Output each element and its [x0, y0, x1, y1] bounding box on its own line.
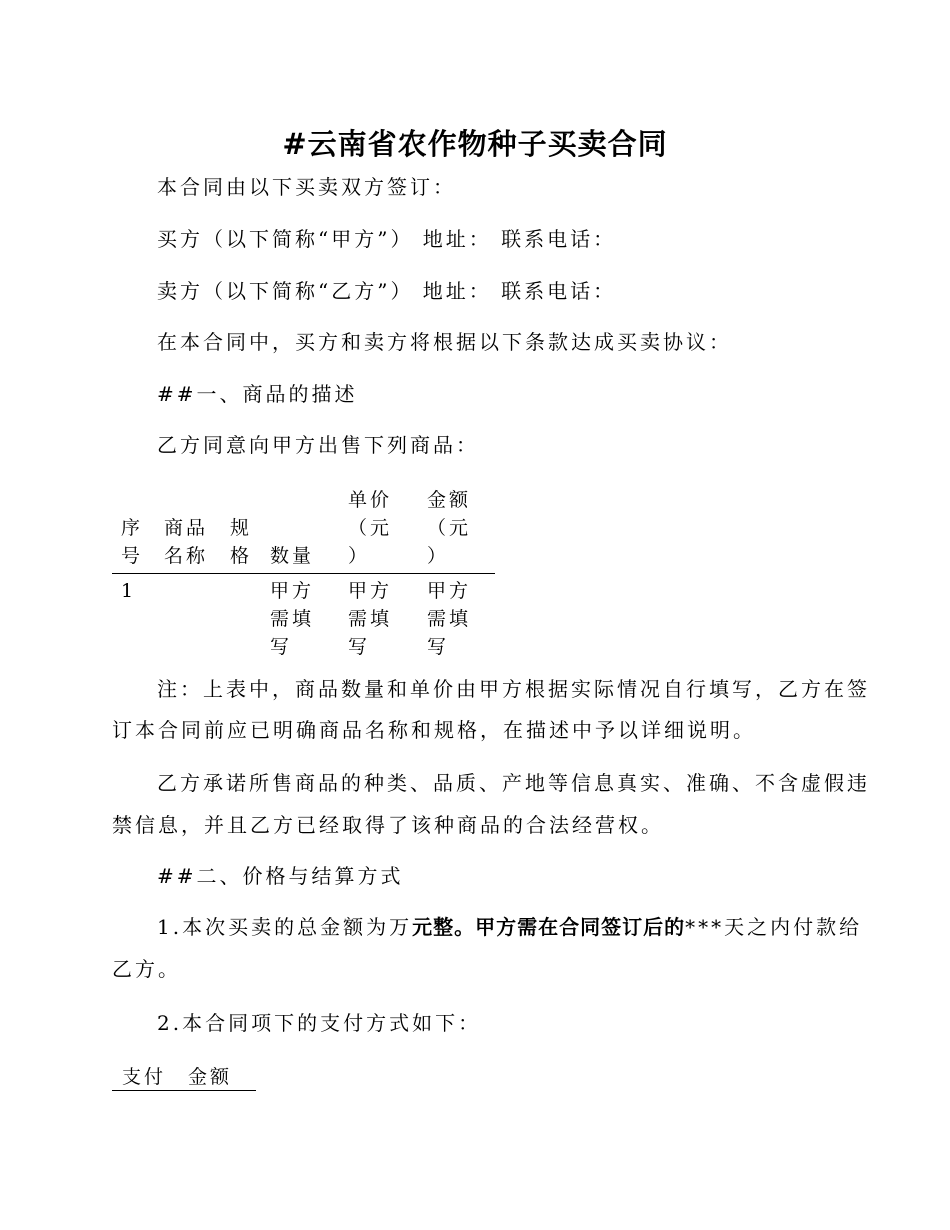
- paragraph-note-line1: 注：上表中，商品数量和单价由甲方根据实际情况自行填写，乙方在签: [157, 677, 870, 701]
- section-heading-price: ##二、价格与结算方式: [157, 864, 404, 888]
- paragraph-agreement-intro: 在本合同中，买方和卖方将根据以下条款达成买卖协议：: [157, 330, 732, 354]
- paragraph-promise-line1: 乙方承诺所售商品的种类、品质、产地等信息真实、准确、不含虚假违: [157, 771, 870, 795]
- paragraph-promise-line2: 禁信息，并且乙方已经取得了该种商品的合法经营权。: [112, 813, 664, 837]
- table-header-cell: 商品 名称: [164, 517, 209, 567]
- table-header-rule: [112, 573, 495, 574]
- table-cell-unit-price: 甲方 需填 写: [348, 580, 393, 658]
- table-cell-amount: 甲方 需填 写: [427, 580, 472, 658]
- section-heading-goods: ##一、商品的描述: [157, 382, 358, 406]
- payment-table-header-pay: 支付: [122, 1066, 167, 1088]
- paragraph-total-amount-line2: 乙方。: [112, 957, 181, 981]
- table-header-cell: 单价 （元 ）: [348, 489, 393, 567]
- table-header-cell: 金额 （元 ）: [427, 489, 472, 567]
- payment-table-header-rule: [112, 1090, 256, 1091]
- table-cell-quantity: 甲方 需填 写: [270, 580, 315, 658]
- paragraph-goods-intro: 乙方同意向甲方出售下列商品：: [157, 433, 479, 457]
- paragraph-payment-method: 2.本合同项下的支付方式如下：: [157, 1011, 482, 1035]
- table-header-cell: 规 格: [230, 517, 253, 567]
- paragraph-buyer: 买方（以下简称“甲方”） 地址： 联系电话：: [157, 227, 617, 251]
- table-header-cell: 数量: [270, 545, 315, 567]
- table-header-cell: 序 号: [121, 517, 144, 567]
- paragraph-seller: 卖方（以下简称“乙方”） 地址： 联系电话：: [157, 279, 617, 303]
- document-title: #云南省农作物种子买卖合同: [282, 127, 668, 161]
- paragraph-total-amount: 1.本次买卖的总金额为万元整。甲方需在合同签订后的***天之内付款给: [157, 915, 863, 939]
- table-cell-index: 1: [121, 580, 137, 602]
- goods-table: [112, 487, 495, 663]
- paragraph-parties-intro: 本合同由以下买卖双方签订：: [157, 175, 456, 199]
- paragraph-note-line2: 订本合同前应已明确商品名称和规格，在描述中予以详细说明。: [112, 718, 756, 742]
- payment-table-header-amount: 金额: [188, 1066, 233, 1088]
